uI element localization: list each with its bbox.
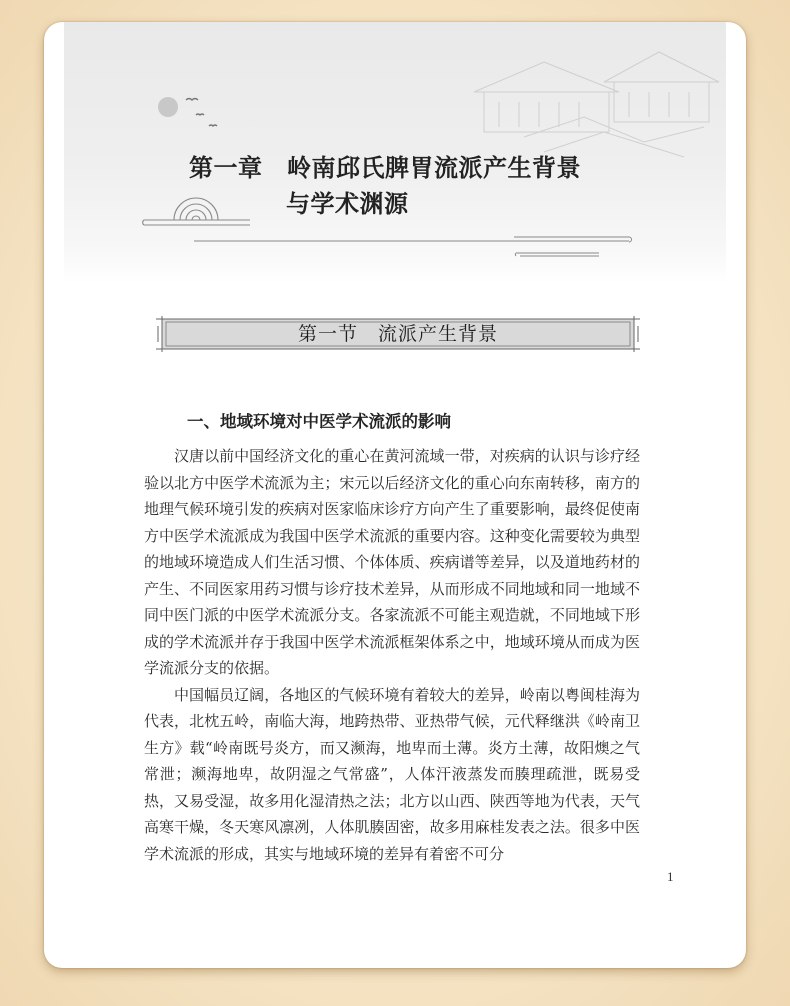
chapter-title [189,150,629,222]
page-number: 1 [667,869,674,884]
subsection-heading: 一、地域环境对中医学术流派的影响 [187,412,451,431]
paragraph: 中国幅员辽阔，各地区的气候环境有着较大的差异，岭南以粤闽桂海为代表，北枕五岭，南临大海，地跨热带、亚热带气候，元代释继洪《岭南卫生方》载“岭南既号炎方，而又濒海，地卑而土薄。炎方土薄，故阳燠之气常泄；濒海地卑，故阴湿之气常盛”，人体汗液蒸发而腠理疏泄，既易受热，又易受湿，故多用化湿清热之法；北方以山西、陕西等地为代表，天气高寒干燥，冬天寒风凛冽，人体肌腠固密，故多用麻桂发表之法。很多中医学术流派的形成，其实与地域环境的差异有着密不可分 [144,685,640,863]
chapter-title-line2: 与学术渊源 [286,189,409,218]
paragraph: 汉唐以前中国经济文化的重心在黄河流域一带，对疾病的认识与诊疗经验以北方中医学术流派为主；宋元以后经济文化的重心向东南转移，南方的地理气候环境引发的疾病对医家临床诊疗方向产生了重要影响，最终促使南方中医学术流派成为我国中医学术流派的重要内容。这种变化需要较为典型的地域环境造成人们生活习惯、个体体质、疾病谱等差异，以及道地药材的产生、不同医家用药习惯与诊疗技术差异，从而形成不同地域和同一地域不同中医门派的中医学术流派分支。各家流派不可能主观造就，不同地域下形成的学术流派并存于我国中医学术流派框架体系之中，地域环境从而成为医学流派分支的依据。 [144,447,640,677]
section-banner [156,316,640,352]
body-text [144,443,640,867]
book-page [44,22,746,968]
section-title: 第一节 流派产生背景 [297,323,498,345]
birds-icon [186,99,217,127]
sun-icon [158,97,178,117]
divider-lines [194,237,632,256]
building-illustration [474,52,719,157]
chapter-title-line1: 第一章 岭南邱氏脾胃流派产生背景 [189,153,581,182]
